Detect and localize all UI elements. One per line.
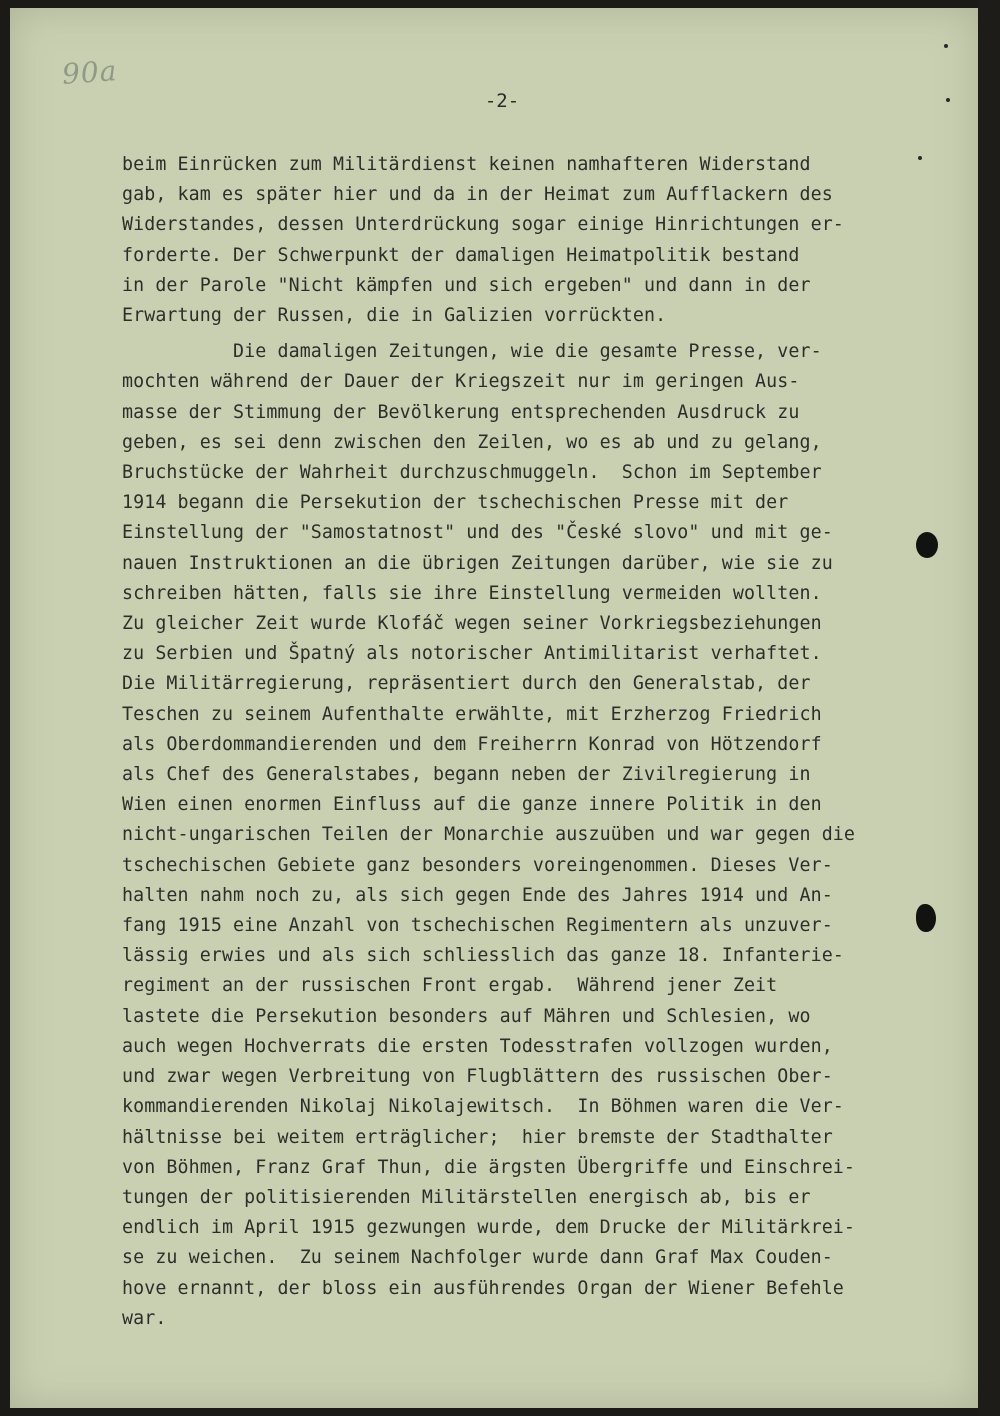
text-line: Zu gleicher Zeit wurde Klofáč wegen seiner Vorkriegsbeziehungen <box>122 613 822 635</box>
text-line: war. <box>122 1307 167 1329</box>
text-line: forderte. Der Schwerpunkt der damaligen Heimatpolitik bestand <box>122 244 800 266</box>
text-line: Die damaligen Zeitungen, wie die gesamte Presse, ver- <box>122 341 822 363</box>
text-line: lässig erwies und als sich schliesslich das ganze 18. Infanterie- <box>122 945 844 967</box>
text-line: Teschen zu seinem Aufenthalte erwählte, mit Erzherzog Friedrich <box>122 703 822 725</box>
ink-blot-mark <box>916 904 936 932</box>
text-line: masse der Stimmung der Bevölkerung entsprechenden Ausdruck zu <box>122 401 800 423</box>
text-line: mochten während der Dauer der Kriegszeit nur im geringen Aus- <box>122 371 800 393</box>
text-line: von Böhmen, Franz Graf Thun, die ärgsten Übergriffe und Einschrei- <box>122 1156 856 1178</box>
text-line: halten nahm noch zu, als sich gegen Ende des Jahres 1914 und An- <box>122 884 833 906</box>
paper-speck <box>944 44 948 48</box>
text-line: hove ernannt, der bloss ein ausführendes Organ der Wiener Befehle <box>122 1277 844 1299</box>
text-line: beim Einrücken zum Militärdienst keinen namhafteren Widerstand <box>122 154 811 175</box>
text-line: se zu weichen. Zu seinem Nachfolger wurde dann Graf Max Couden- <box>122 1247 833 1269</box>
paper-speck <box>918 156 922 160</box>
text-line: Die Militärregierung, repräsentiert durch den Generalstab, der <box>122 673 811 695</box>
text-line: lastete die Persekution besonders auf Mähren und Schlesien, wo <box>122 1005 811 1027</box>
text-line: fang 1915 eine Anzahl von tschechischen Regimentern als unzuver- <box>122 915 833 937</box>
text-line: Bruchstücke der Wahrheit durchzuschmuggeln. Schon im September <box>122 462 822 484</box>
text-line: regiment an der russischen Front ergab. Während jener Zeit <box>122 975 778 997</box>
paper-speck <box>946 98 950 102</box>
text-line: zu Serbien und Špatný als notorischer Antimilitarist verhaftet. <box>122 643 822 665</box>
text-line: und zwar wegen Verbreitung von Flugblättern des russischen Ober- <box>122 1066 833 1088</box>
text-line: 1914 begann die Persekution der tschechischen Presse mit der <box>122 492 789 514</box>
document-page <box>10 8 978 1408</box>
text-line: nauen Instruktionen an die übrigen Zeitungen darüber, wie sie zu <box>122 552 833 574</box>
handwritten-folio-number: 90a <box>60 54 119 91</box>
text-line: gab, kam es später hier und da in der Heimat zum Aufflackern des <box>122 184 833 206</box>
text-line: kommandierenden Nikolaj Nikolajewitsch. In Böhmen waren die Ver- <box>122 1096 844 1118</box>
text-line: schreiben hätten, falls sie ihre Einstellung vermeiden wollten. <box>122 582 822 604</box>
text-line: Widerstandes, dessen Unterdrückung sogar einige Hinrichtungen er- <box>122 214 844 236</box>
text-line: Einstellung der "Samostatnost" und des "České slovo" und mit ge- <box>122 522 833 544</box>
text-line: endlich im April 1915 gezwungen wurde, dem Drucke der Militärkrei- <box>122 1217 856 1239</box>
text-line: in der Parole "Nicht kämpfen und sich ergeben" und dann in der <box>122 274 811 296</box>
text-line: tschechischen Gebiete ganz besonders voreingenommen. Dieses Ver- <box>122 854 833 876</box>
page-number: -2- <box>484 90 520 112</box>
text-line: Erwartung der Russen, die in Galizien vorrückten. <box>122 305 667 327</box>
paragraph <box>122 150 942 331</box>
paragraph <box>122 337 942 1334</box>
text-line: geben, es sei denn zwischen den Zeilen, wo es ab und zu gelang, <box>122 431 822 453</box>
text-line: Wien einen enormen Einfluss auf die ganze innere Politik in den <box>122 794 822 816</box>
typed-body-text <box>122 150 942 1334</box>
text-line: auch wegen Hochverrats die ersten Todesstrafen vollzogen wurden, <box>122 1035 833 1057</box>
text-line: als Chef des Generalstabes, begann neben der Zivilregierung in <box>122 764 811 786</box>
ink-blot-mark <box>916 532 938 558</box>
text-line: tungen der politisierenden Militärstellen energisch ab, bis er <box>122 1186 811 1208</box>
text-line: als Oberdommandierenden und dem Freiherrn Konrad von Hötzendorf <box>122 733 822 755</box>
scan-edge <box>978 0 1000 1416</box>
text-line: nicht-ungarischen Teilen der Monarchie auszuüben und war gegen die <box>122 824 856 846</box>
text-line: hältnisse bei weitem erträglicher; hier bremste der Stadthalter <box>122 1126 833 1148</box>
